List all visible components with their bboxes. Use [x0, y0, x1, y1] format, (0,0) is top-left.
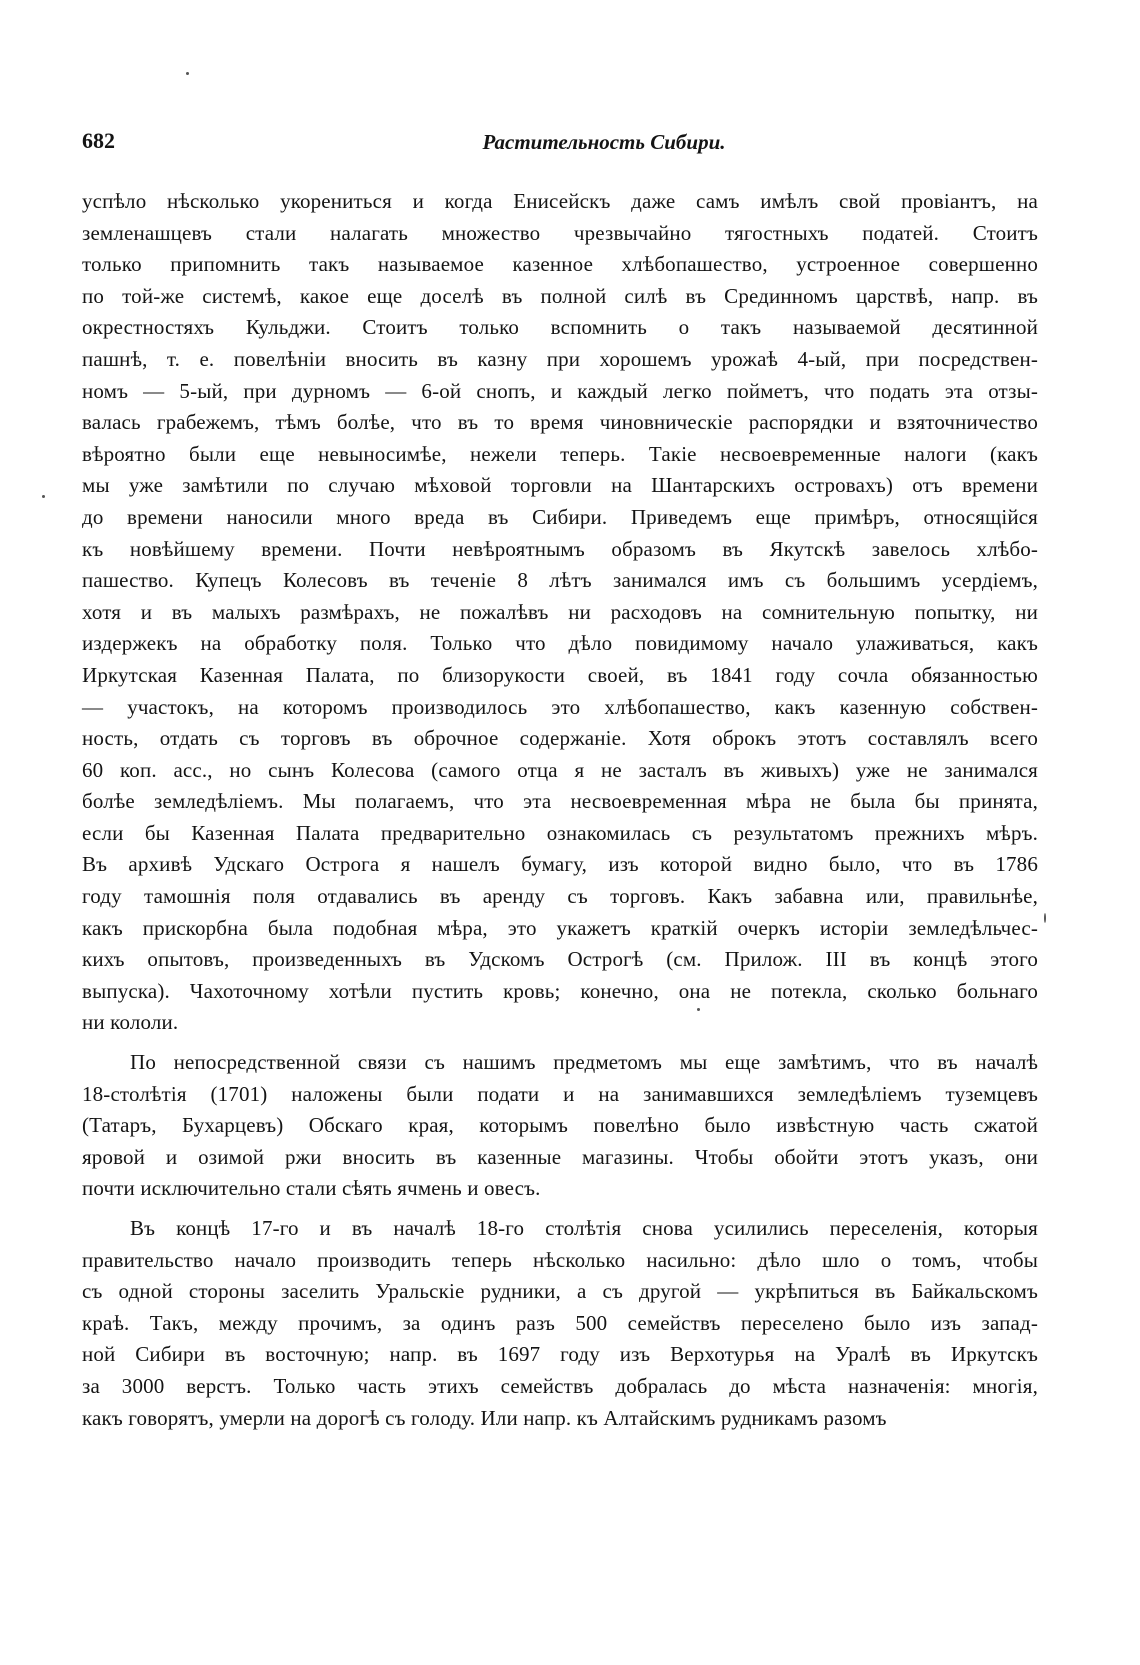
paragraph-gap	[82, 1205, 1038, 1213]
text-line: Иркутская Казенная Палата, по близорукости своей, въ 1841 году сочла обязанностью	[82, 662, 1038, 687]
scan-speck	[42, 495, 45, 498]
text-line: какъ говорятъ, умерли на дорогѣ съ голоду. Или напр. къ Алтайскимъ рудникамъ разомъ	[82, 1405, 887, 1430]
page-number: 682	[82, 128, 115, 153]
text-line: болѣе земледѣліемъ. Мы полагаемъ, что эта несвоевременная мѣра не была бы принята,	[82, 789, 1038, 814]
text-line: до времени наносили много вреда въ Сибири. Приведемъ еще примѣръ, относящійся	[82, 504, 1038, 529]
text-line: за 3000 верстъ. Только часть этихъ семействъ добралась до мѣста назначенія: многія,	[82, 1373, 1038, 1398]
text-line: — участокъ, на которомъ производилось это хлѣбопашество, какъ казенную собствен-	[82, 694, 1038, 719]
text-line: году тамошнія поля отдавались въ аренду съ торговъ. Какъ забавна или, правильнѣе,	[82, 884, 1038, 909]
text-line: Въ архивѣ Удскаго Острога я нашелъ бумагу, изъ которой видно было, что въ 1786	[82, 852, 1038, 877]
text-line: окрестностяхъ Кульджи. Стоитъ только вспомнить о такъ называемой десятинной	[82, 315, 1038, 340]
paragraph	[82, 1213, 1038, 1434]
text-line: (Татаръ, Бухарцевъ) Обскаго края, которымъ повелѣно было извѣстную часть сжатой	[82, 1113, 1038, 1138]
running-title: Растительность Сибири.	[482, 130, 726, 154]
text-line: выпуска). Чахоточному хотѣли пустить кровь; конечно, она не потекла, сколько больнаго	[82, 978, 1038, 1003]
text-line: мы уже замѣтили по случаю мѣховой торговли на Шантарскихъ островахъ) отъ времени	[82, 473, 1038, 498]
text-line: номъ — 5-ый, при дурномъ — 6-ой снопъ, и каждый легко пойметъ, что подать эта отзы-	[82, 378, 1038, 403]
text-line: кихъ опытовъ, произведенныхъ въ Удскомъ Острогѣ (см. Прилож. III въ концѣ этого	[82, 947, 1038, 972]
scan-speck	[1044, 913, 1046, 923]
text-line: ность, отдать съ торговъ въ оброчное содержаніе. Хотя оброкъ этотъ составлялъ всего	[82, 726, 1038, 751]
text-line: издержекъ на обработку поля. Только что дѣло повидимому начало улаживаться, какъ	[82, 631, 1038, 656]
text-line: правительство начало производить теперь нѣсколько насильно: дѣло шло о томъ, чтобы	[82, 1247, 1038, 1272]
page-header	[82, 128, 1036, 164]
text-line: 60 коп. асс., но сынъ Колесова (самого отца я не засталъ въ живыхъ) уже не занимался	[82, 757, 1038, 782]
text-line: ни кололи.	[82, 1010, 179, 1035]
text-line: хотя и въ малыхъ размѣрахъ, не пожалѣвъ ни расходовъ на сомнительную попытку, ни	[82, 599, 1038, 624]
text-line: какъ прискорбна была подобная мѣра, это укажетъ краткій очеркъ исторіи земледѣльчес-	[82, 915, 1038, 940]
paragraph-gap	[82, 1039, 1038, 1047]
text-line: по той-же системѣ, какое еще доселѣ въ полной силѣ въ Срединномъ царствѣ, напр. въ	[82, 283, 1038, 308]
text-line: съ одной стороны заселить Уральскіе рудники, а съ другой — укрѣпиться въ Байкальскомъ	[82, 1279, 1038, 1304]
text-line: валась грабежемъ, тѣмъ болѣе, что въ то время чиновническіе распорядки и взяточничество	[82, 410, 1038, 435]
text-line: къ новѣйшему времени. Почти невѣроятнымъ образомъ въ Якутскѣ завелось хлѣбо-	[82, 536, 1038, 561]
text-line: земленашцевъ стали налагать множество чрезвычайно тягостныхъ податей. Стоитъ	[82, 220, 1038, 245]
text-line: По непосредственной связи съ нашимъ предметомъ мы еще замѣтимъ, что въ началѣ	[130, 1050, 1038, 1075]
text-line: вѣроятно были еще невыносимѣе, нежели теперь. Такіе несвоевременные налоги (какъ	[82, 441, 1038, 466]
text-line: почти исключительно стали сѣять ячмень и овесъ.	[82, 1176, 541, 1201]
text-line: если бы Казенная Палата предварительно ознакомилась съ результатомъ прежнихъ мѣръ.	[82, 820, 1038, 845]
text-line: краѣ. Такъ, между прочимъ, за одинъ разъ 500 семействъ переселено было изъ запад-	[82, 1310, 1038, 1335]
text-line: только припомнить такъ называемое казенное хлѣбопашество, устроенное совершенно	[82, 252, 1038, 277]
body-text	[82, 186, 1038, 1434]
text-line: 18-столѣтія (1701) наложены были подати и на занимавшихся земледѣліемъ туземцевъ	[82, 1081, 1038, 1106]
paragraph	[82, 1047, 1038, 1205]
text-line: ной Сибири въ восточную; напр. въ 1697 году изъ Верхотурья на Уралѣ въ Иркутскъ	[82, 1342, 1038, 1367]
paragraph	[82, 186, 1038, 1039]
scan-speck	[697, 1008, 700, 1011]
scan-speck	[186, 72, 189, 75]
text-line: пашнѣ, т. е. повелѣніи вносить въ казну при хорошемъ урожаѣ 4-ый, при посредствен-	[82, 346, 1038, 371]
text-line: успѣло нѣсколько укорениться и когда Енисейскъ даже самъ имѣлъ свой провіантъ, на	[82, 189, 1038, 213]
text-line: пашество. Купецъ Колесовъ въ теченіе 8 лѣтъ занимался имъ съ большимъ усердіемъ,	[82, 568, 1038, 593]
text-line: яровой и озимой ржи вносить въ казенные магазины. Чтобы обойти этотъ указъ, они	[82, 1144, 1038, 1169]
text-line: Въ концѣ 17-го и въ началѣ 18-го столѣтія снова усилились переселенія, которыя	[130, 1216, 1038, 1240]
